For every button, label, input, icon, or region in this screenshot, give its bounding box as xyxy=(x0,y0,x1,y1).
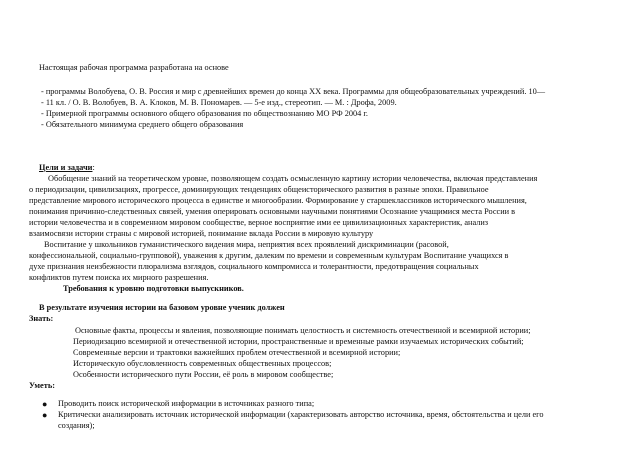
goals-text-line: о периодизации, цивилизациях, прогрессе, доминирующих тенденциях общеисторического развития в разные эпохи. Правильное xyxy=(29,185,489,194)
source-3: - Обязательного минимума среднего общего образования xyxy=(41,120,244,129)
goals-text-line: взаимосвязи истории страны с мировой историей, понимание вклада России в мировую культуру xyxy=(29,229,374,238)
goals-text-line: понимания причинно-следственных связей, умения оперировать основными научными понятиями Осознание учащимися места России в xyxy=(29,207,516,216)
know-item: Историческую обусловленность современных общественных процессов; xyxy=(73,359,332,368)
requirements-heading: Требования к уровню подготовки выпускников. xyxy=(63,284,244,293)
goals-text-line: конфликтов путем поиска их мирного разрешения. xyxy=(29,273,209,282)
goals-text-line: Воспитание у школьников гуманистического видения мира, неприятия всех проявлений дискриминации (расовой, xyxy=(44,240,449,249)
goals-text-line: духе признания неизбежности плюрализма взглядов, социального компромисса и толерантности, предотвращения социальных xyxy=(29,262,479,271)
can-label: Уметь: xyxy=(29,381,55,390)
know-item: Современные версии и трактовки важнейших проблем отечественной и всемирной истории; xyxy=(73,348,401,357)
source-1-line-1: - программы Волобуева, О. В. Россия и мир с древнейших времен до конца XX века. Программы для общеобразовательных учреждений. 10— xyxy=(41,87,546,96)
goals-text-line: представление мирового исторического процесса в единстве и многообразии. Формирование у старшеклассников исторического мышления, xyxy=(29,196,527,205)
source-2: - Примерной программы основного общего образования по обществознанию МО РФ 2004 г. xyxy=(41,109,368,118)
can-item: Проводить поиск исторической информации в источниках разного типа; xyxy=(58,399,315,408)
source-1-line-2: - 11 кл. / О. В. Волобуев, В. А. Клоков, М. В. Пономарев. — 5-е изд., стереотип. — М. : Дрофа, 2009. xyxy=(41,98,397,107)
goals-colon: : xyxy=(92,163,95,172)
intro-line: Настоящая рабочая программа разработана на основе xyxy=(39,63,229,72)
know-item: Основные факты, процессы и явления, позволяющие понимать целостность и системность отечественной и всемирной истории; xyxy=(75,326,531,335)
can-item: Критически анализировать источник исторической информации (характеризовать авторство источника, время, обстоятельства и цели его xyxy=(58,410,544,419)
can-item-continuation: создания); xyxy=(58,421,95,430)
know-item: Особенности исторического пути России, её роль в мировом сообществе; xyxy=(73,370,334,379)
results-heading: В результате изучения истории на базовом уровне ученик должен xyxy=(39,303,285,312)
goals-text-line: истории человечества и в современном мировом сообществе, верное восприятие ими ее цивилизационных характеристик, анализ xyxy=(29,218,489,227)
goals-text-line: конфессиональной, социально-групповой), уважения к другим, далеким по времени и современным культурам Воспитание учащихся в xyxy=(29,251,509,260)
goals-text-line: Обобщение знаний на теоретическом уровне, позволяющем создать осмысленную картину истории человечества, включая представления xyxy=(48,174,538,183)
goals-heading: Цели и задачи xyxy=(39,163,93,172)
know-label: Знать: xyxy=(29,314,54,323)
know-item: Периодизацию всемирной и отечественной истории, пространственные и временные рамки изучаемых исторических событий; xyxy=(73,337,524,346)
goals-heading-line xyxy=(39,163,95,173)
bullet-icon: ● xyxy=(42,399,48,409)
bullet-icon: ● xyxy=(42,410,48,420)
